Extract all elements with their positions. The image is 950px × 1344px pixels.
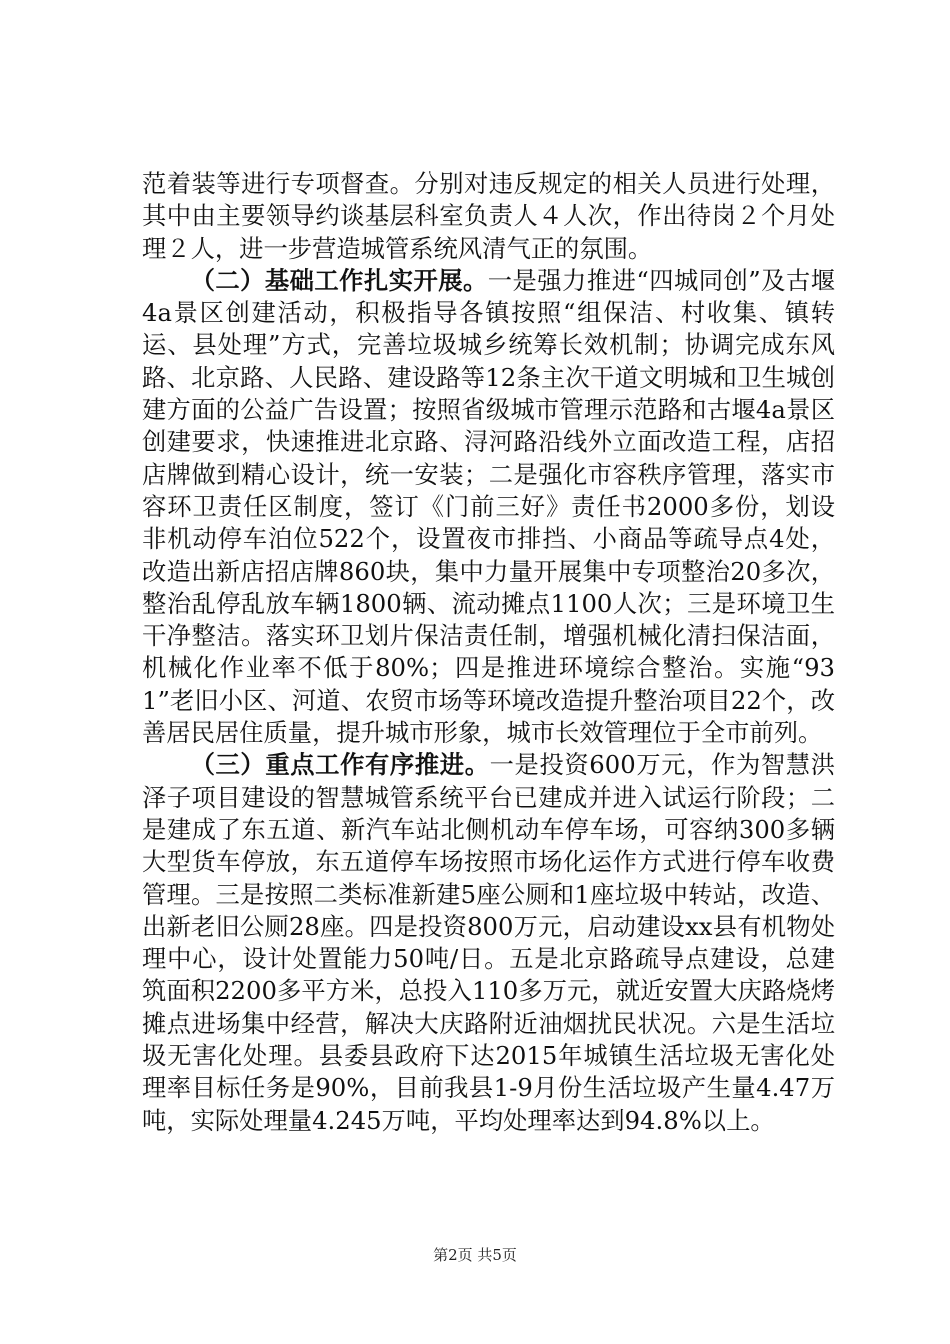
paragraph-2-heading: （二）基础工作扎实开展。 — [190, 265, 488, 295]
paragraph-2-text: 一是强力推进“四城同创”及古堰4a景区创建活动，积极指导各镇按照“组保洁、村收集、镇转运、县处理”方式，完善垃圾城乡统筹长效机制；协调完成东风路、北京路、人民路、建设路等12条主次干道文明城和卫生城创建方面的公益广告设置；按照省级城市管理示范路和古堰4a景区创建要求，快速推进北京路、浔河路沿线外立面改造工程，店招店牌做到精心设计，统一安装；二是强化市容秩序管理，落实市容环卫责任区制度，签订《门前三好》责任书2000多份，划设非机动停车泊位522个，设置夜市排挡、小商品等疏导点4处，改造出新店招店牌860块，集中力量开展集中专项整治20多次，整治乱停乱放车辆1800辆、流动摊点1100人次；三是环境卫生干净整洁。落实环卫划片保洁责任制，增强机械化清扫保洁面，机械化作业率不低于80%；四是推进环境综合整治。实施“931”老旧小区、河道、农贸市场等环境改造提升整治项目22个，改善居民居住质量，提升城市形象，城市长效管理位于全市前列。 — [142, 265, 836, 748]
document-body — [142, 168, 835, 1137]
paragraph-3-text: 一是投资600万元，作为智慧洪泽子项目建设的智慧城管系统平台已建成并进入试运行阶段；二是建成了东五道、新汽车站北侧机动车停车场，可容纳300多辆大型货车停放，东五道停车场按照市场化运作方式进行停车收费管理。三是按照二类标准新建5座公厕和1座垃圾中转站，改造、出新老旧公厕28座。四是投资800万元，启动建设xx县有机物处理中心，设计处置能力50吨/日。五是北京路疏导点建设，总建筑面积2200多平方米，总投入110多万元，就近安置大庆路烧烤摊点进场集中经营，解决大庆路附近油烟扰民状况。六是生活垃圾无害化处理。县委县政府下达2015年城镇生活垃圾无害化处理率目标任务是90%，目前我县1-9月份生活垃圾产生量4.47万吨，实际处理量4.245万吨，平均处理率达到94.8%以上。 — [142, 750, 835, 1135]
paragraph-2 — [142, 265, 835, 749]
paragraph-1-text: 范着装等进行专项督查。分别对违反规定的相关人员进行处理，其中由主要领导约谈基层科室负责人４人次，作出待岗２个月处理２人，进一步营造城管系统风清气正的氛围。 — [142, 169, 835, 263]
paragraph-3 — [142, 749, 835, 1137]
paragraph-3-heading: （三）重点工作有序推进。 — [190, 750, 490, 780]
page-number-footer: 第2页 共5页 — [433, 1246, 517, 1264]
paragraph-1 — [142, 168, 835, 265]
